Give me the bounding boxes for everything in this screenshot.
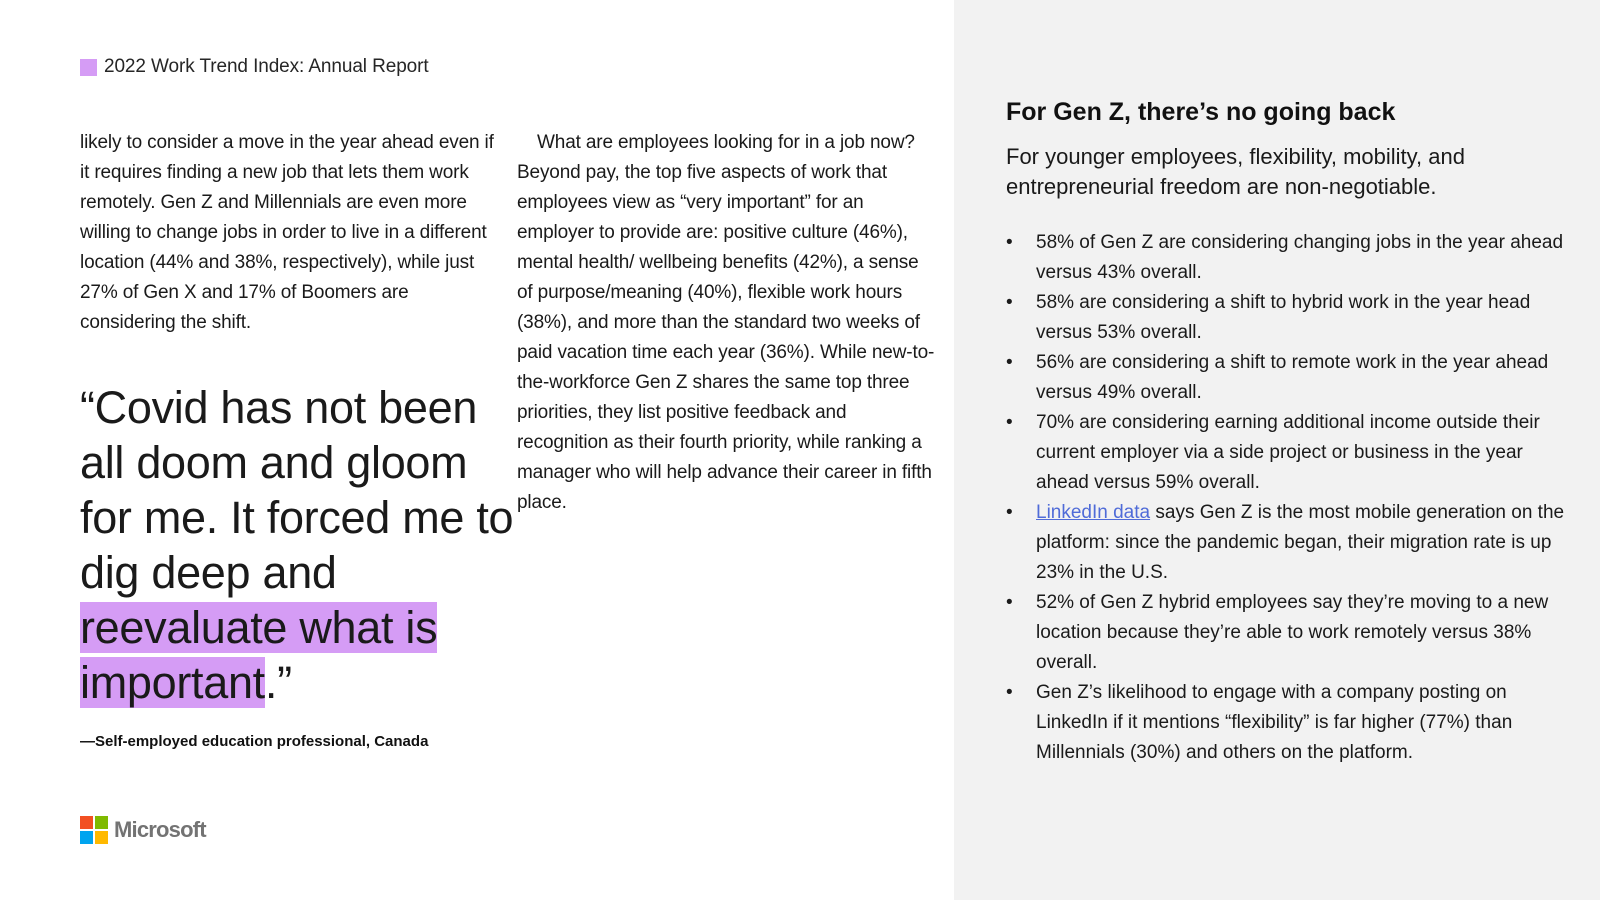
microsoft-wordmark: Microsoft bbox=[114, 817, 206, 842]
logo-square-blue bbox=[80, 831, 93, 844]
bullet-icon: • bbox=[1006, 232, 1013, 253]
sidebar-bullet-list bbox=[1006, 228, 1566, 768]
bullet-text: 70% are considering earning additional income outside their current employer via a side project or business in the year ahead versus 59% overall. bbox=[1036, 412, 1540, 493]
microsoft-logo bbox=[80, 816, 206, 844]
bullet-text: says Gen Z is the most mobile generation on the platform: since the pandemic began, their migration rate is up 23% in the U.S. bbox=[1036, 502, 1565, 583]
bullet-icon: • bbox=[1006, 592, 1013, 613]
logo-square-green bbox=[95, 816, 108, 829]
list-item bbox=[1006, 348, 1566, 408]
list-item bbox=[1006, 588, 1566, 678]
body-column-2 bbox=[517, 128, 937, 518]
bullet-icon: • bbox=[1006, 352, 1013, 373]
quote-highlight-2: important bbox=[80, 657, 265, 708]
list-item bbox=[1006, 408, 1566, 498]
logo-square-yellow bbox=[95, 831, 108, 844]
quote-text: “Covid has not been all doom and gloom for me. It forced me to dig deep and bbox=[80, 382, 514, 598]
list-item bbox=[1006, 288, 1566, 348]
sidebar-subtitle: For younger employees, flexibility, mobility, and entrepreneurial freedom are non-negotiable. bbox=[1006, 144, 1465, 199]
linkedin-data-link[interactable]: LinkedIn data bbox=[1036, 502, 1151, 523]
bullet-icon: • bbox=[1006, 682, 1013, 703]
bullet-text: 56% are considering a shift to remote work in the year ahead versus 49% overall. bbox=[1036, 352, 1549, 403]
bullet-text: Gen Z’s likelihood to engage with a company posting on LinkedIn if it mentions “flexibility” is far higher (77%) than Millennials (30%) and others on the platform. bbox=[1036, 682, 1513, 763]
pull-quote bbox=[80, 380, 520, 710]
bullet-text: 52% of Gen Z hybrid employees say they’re moving to a new location because they’re able to work remotely versus 38% overall. bbox=[1036, 592, 1549, 673]
bullet-text: 58% of Gen Z are considering changing jobs in the year ahead versus 43% overall. bbox=[1036, 232, 1564, 283]
list-item bbox=[1006, 228, 1566, 288]
body-column-2-text: What are employees looking for in a job now? Beyond pay, the top five aspects of work that employees view as “very important” for an employer to provide are: positive culture (46%), mental health/ wellbeing benefits (42%), a sense of purpose/meaning (40%), flexible work hours (38%), and more than the standard two weeks of paid vacation time each year (36%). While new-to-the-workforce Gen Z shares the same top three priorities, they list positive feedback and recognition as their fourth priority, while ranking a manager who will help advance their career in fifth place. bbox=[517, 132, 935, 513]
sidebar-title: For Gen Z, there’s no going back bbox=[1006, 98, 1396, 126]
header-swatch bbox=[80, 59, 97, 76]
quote-closing: .” bbox=[264, 657, 292, 708]
bullet-icon: • bbox=[1006, 292, 1013, 313]
microsoft-logo-icon bbox=[80, 816, 108, 844]
list-item bbox=[1006, 678, 1566, 768]
report-header bbox=[80, 56, 429, 78]
logo-square-red bbox=[80, 816, 93, 829]
report-title: 2022 Work Trend Index: Annual Report bbox=[104, 56, 429, 77]
bullet-text: 58% are considering a shift to hybrid work in the year head versus 53% overall. bbox=[1036, 292, 1531, 343]
body-column-1: likely to consider a move in the year ahead even if it requires finding a new job that lets them work remotely. Gen Z and Millennials are even more willing to change jobs in order to live in a different location (44% and 38%, respectively), while just 27% of Gen X and 17% of Boomers are considering the shift. bbox=[80, 132, 494, 333]
bullet-icon: • bbox=[1006, 412, 1013, 433]
bullet-icon: • bbox=[1006, 502, 1013, 523]
list-item bbox=[1006, 498, 1566, 588]
quote-attribution: —Self-employed education professional, Canada bbox=[80, 733, 429, 750]
quote-highlight-1: reevaluate what is bbox=[80, 602, 438, 653]
